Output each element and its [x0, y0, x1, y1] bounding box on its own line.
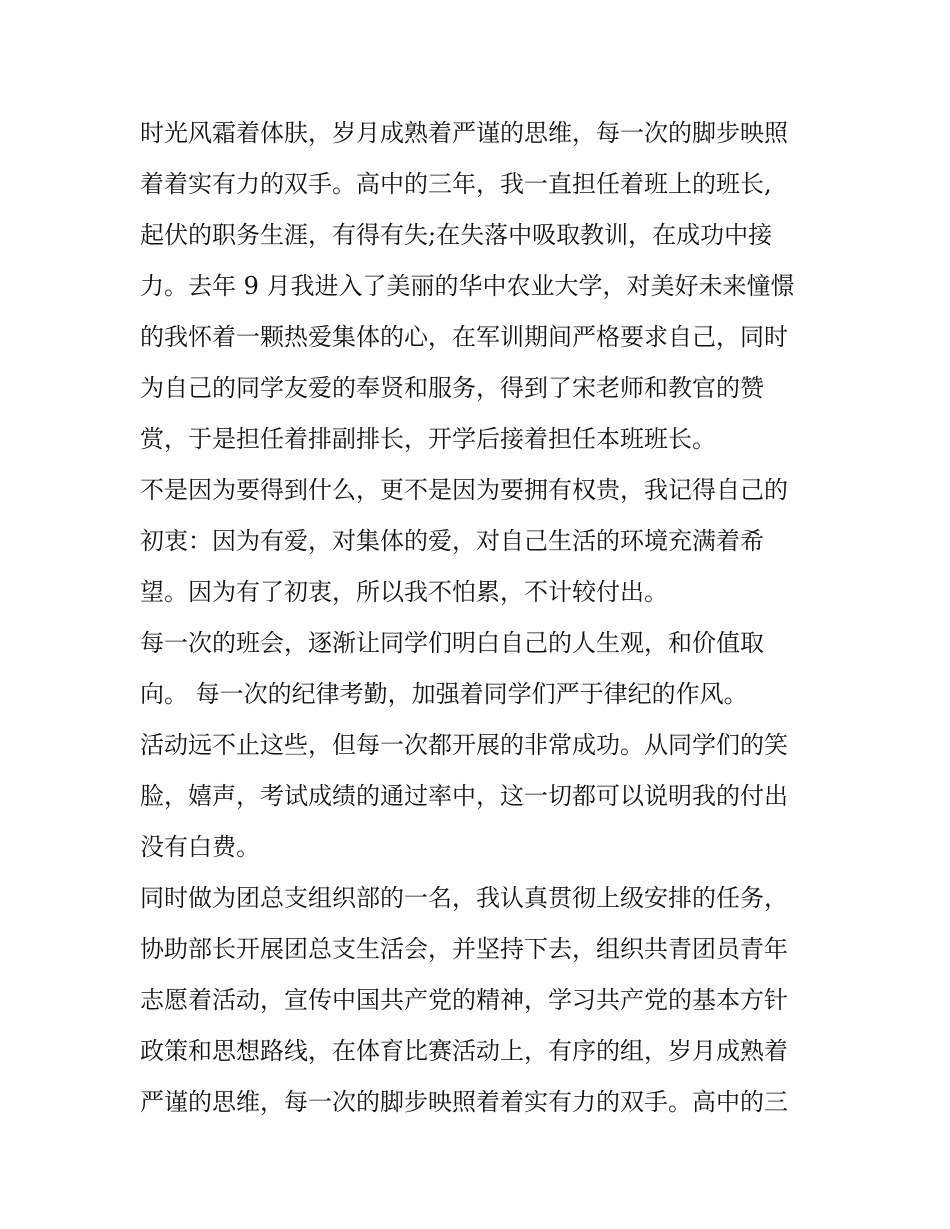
text-line: 起伏的职务生涯，有得有失;在失落中吸取教训，在成功中接	[140, 221, 773, 249]
text-line: 政策和思想路线，在体育比赛活动上，有序的组，岁月成熟着	[140, 1037, 788, 1065]
text-line: 志愿着活动，宣传中国共产党的精神，学习共产党的基本方针	[140, 986, 788, 1014]
text-line: 向。 每一次的纪律考勤，加强着同学们严于律纪的作风。	[140, 680, 748, 708]
text-line: 力。去年 9 月我进入了美丽的华中农业大学，对美好未来憧憬	[140, 272, 795, 300]
text-line: 着着实有力的双手。高中的三年，我一直担任着班上的班长,	[140, 170, 772, 198]
text-line: 没有白费。	[140, 833, 260, 861]
text-line: 脸，嬉声，考试成绩的通过率中，这一切都可以说明我的付出	[140, 782, 788, 810]
body-text	[140, 108, 820, 1128]
text-line: 活动远不止这些，但每一次都开展的非常成功。从同学们的笑	[140, 731, 788, 759]
text-line: 赏，于是担任着排副排长，开学后接着担任本班班长。	[140, 425, 716, 453]
text-line: 严谨的思维，每一次的脚步映照着着实有力的双手。高中的三	[140, 1088, 788, 1116]
text-line: 每一次的班会，逐渐让同学们明白自己的人生观，和价值取	[140, 629, 764, 657]
text-line: 的我怀着一颗热爱集体的心，在军训期间严格要求自己，同时	[140, 323, 788, 351]
text-line: 同时做为团总支组织部的一名，我认真贯彻上级安排的任务，	[140, 884, 788, 912]
text-line: 不是因为要得到什么，更不是因为要拥有权贵，我记得自己的	[140, 476, 788, 504]
text-line: 时光风霜着体肤，岁月成熟着严谨的思维，每一次的脚步映照	[140, 119, 788, 147]
text-line: 初衷：因为有爱，对集体的爱，对自己生活的环境充满着希	[140, 527, 764, 555]
text-line: 协助部长开展团总支生活会，并坚持下去，组织共青团员青年	[140, 935, 788, 963]
text-line: 望。因为有了初衷，所以我不怕累，不计较付出。	[140, 578, 668, 606]
text-line: 为自己的同学友爱的奉贤和服务，得到了宋老师和教官的赞	[140, 374, 764, 402]
